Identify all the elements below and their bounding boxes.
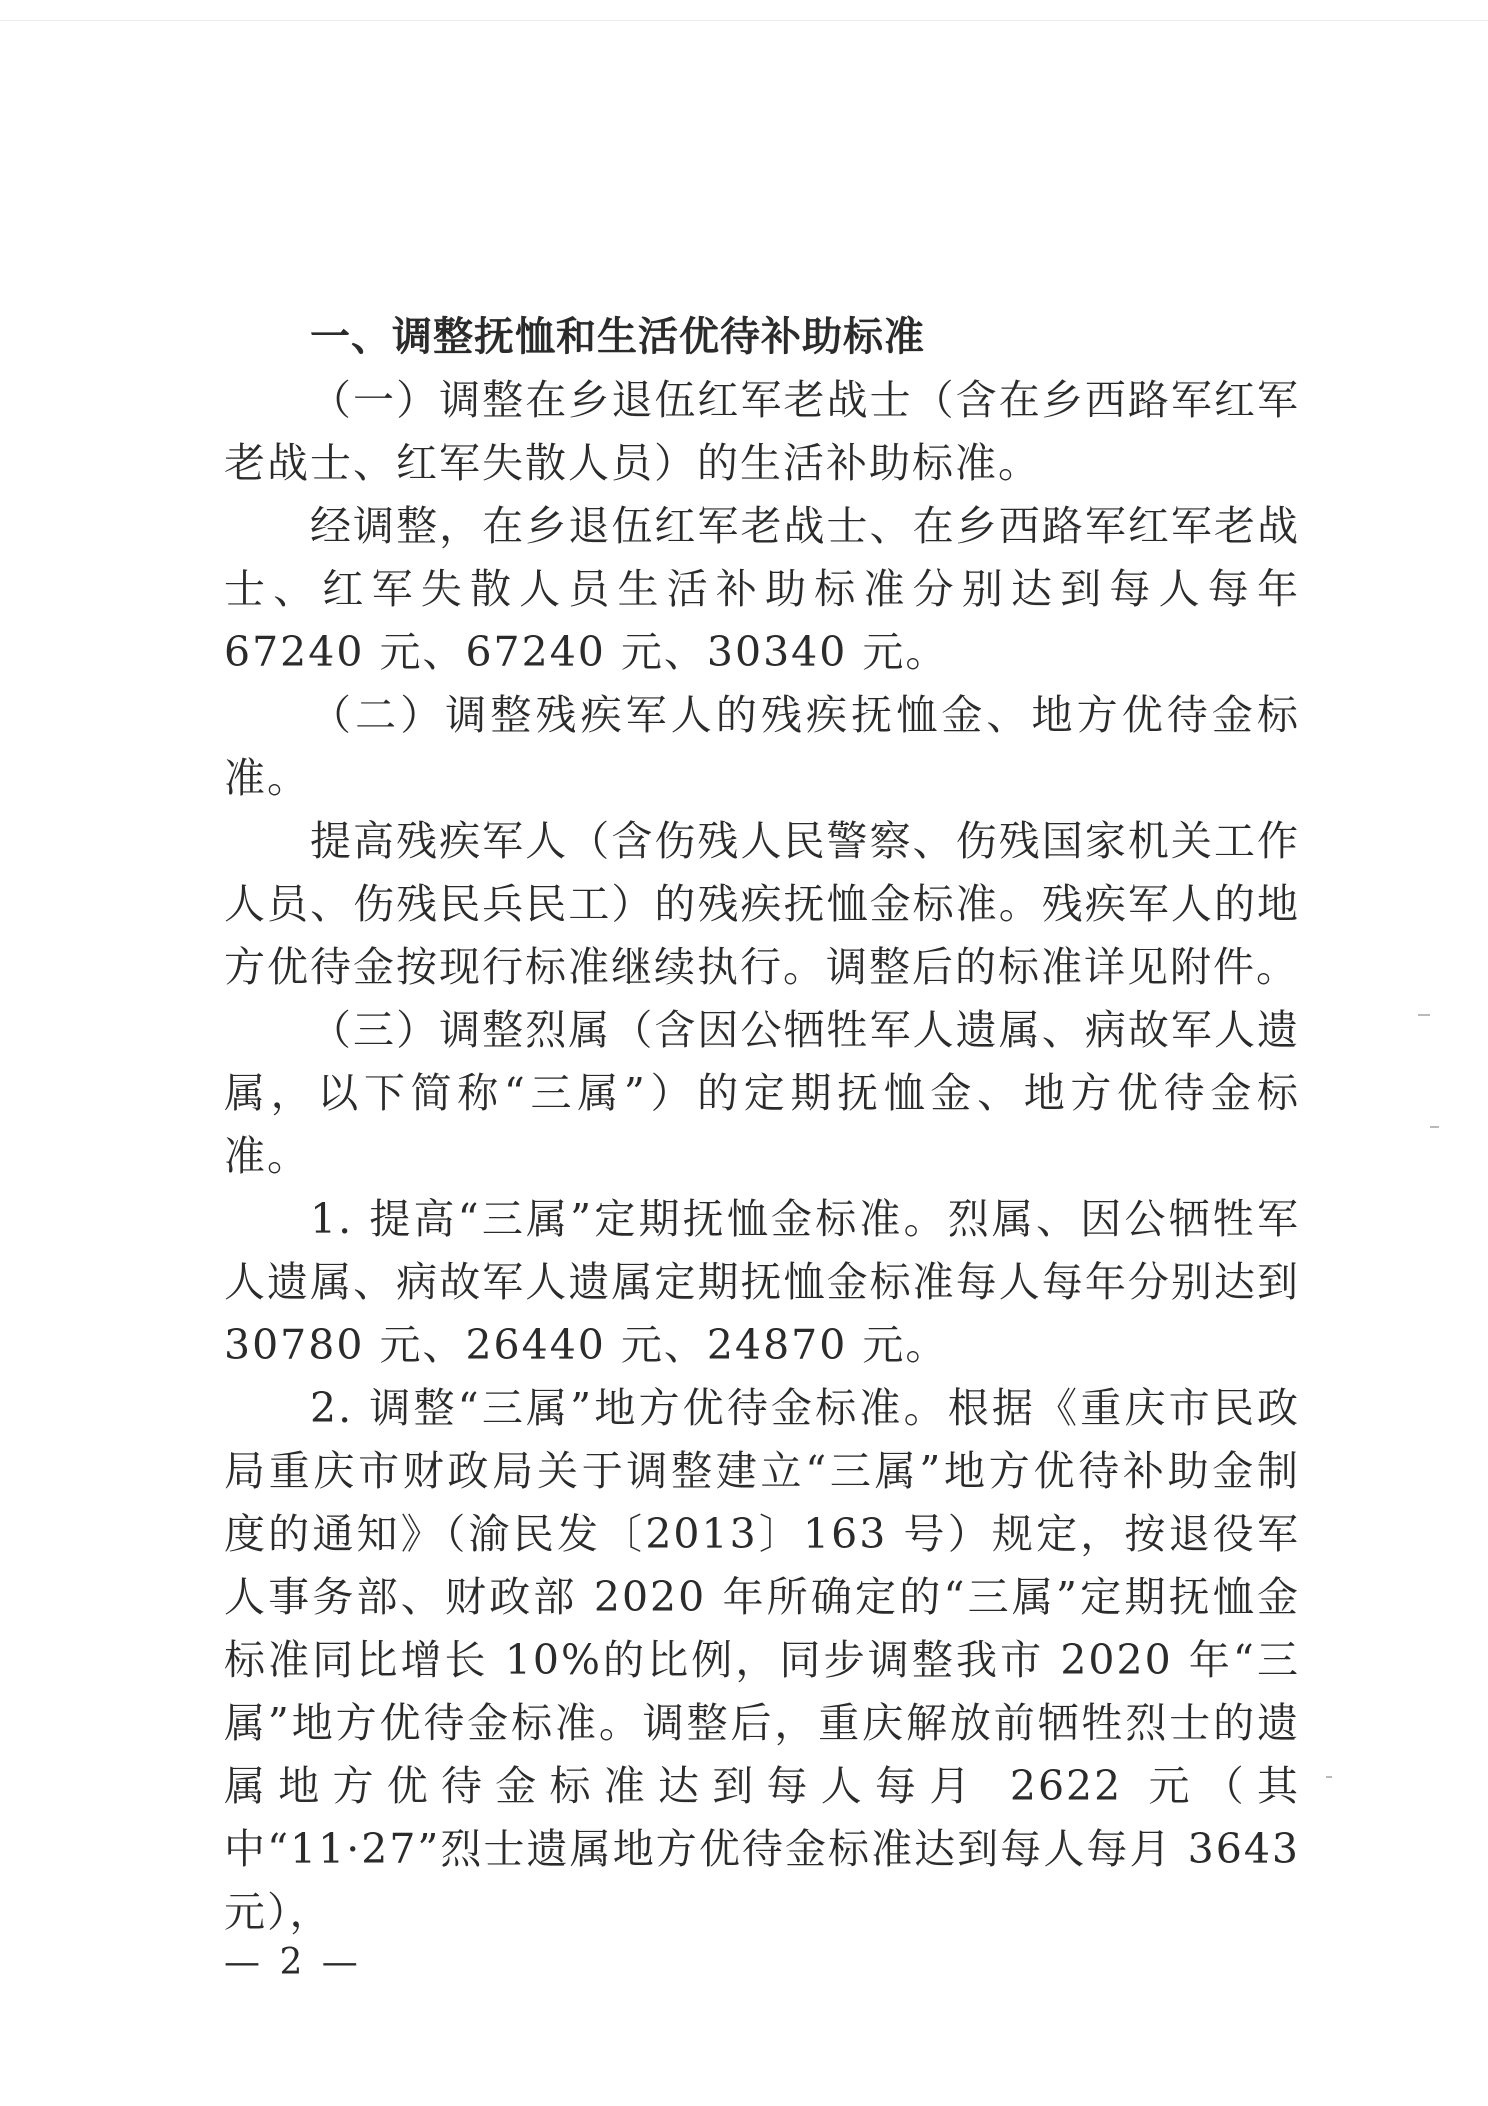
scan-top-edge — [0, 20, 1488, 21]
section-heading: 一、调整抚恤和生活优待补助标准 — [310, 314, 925, 360]
scan-speck — [1326, 1776, 1332, 1778]
paragraph-1: （一）调整在乡退伍红军老战士（含在乡西路军红军老战士、红军失散人员）的生活补助标准。 — [224, 376, 1300, 487]
paragraph-4: 提高残疾军人（含伤残人民警察、伤残国家机关工作人员、伤残民兵民工）的残疾抚恤金标准。残疾军人的地方优待金按现行标准继续执行。调整后的标准详见附件。 — [224, 817, 1300, 991]
page-number: — 2 — — [224, 1942, 362, 1983]
paragraph-5: （三）调整烈属（含因公牺牲军人遗属、病故军人遗属，以下简称“三属”）的定期抚恤金、地方优待金标准。 — [224, 1006, 1300, 1180]
scan-speck — [1430, 1126, 1439, 1128]
paragraph-3: （二）调整残疾军人的残疾抚恤金、地方优待金标准。 — [224, 691, 1300, 802]
paragraph-7: 2. 调整“三属”地方优待金标准。根据《重庆市民政局重庆市财政局关于调整建立“三属”地方优待补助金制度的通知》（渝民发〔2013〕163 号）规定，按退役军人事务部、财政部 2020 年所确定的“三属”定期抚恤金标准同比增长 10%的比例，同步调整我市 2020 年“三属”地方优待金标准。调整后，重庆解放前牺牲烈士的遗属地方优待金标准达到每人每月 2622 元（其中“11·27”烈士遗属地方优待金标准达到每人每月 3643 元）， — [224, 1384, 1300, 1936]
document-body — [224, 306, 1300, 1944]
paragraph-2: 经调整，在乡退伍红军老战士、在乡西路军红军老战士、红军失散人员生活补助标准分别达到每人每年 67240 元、67240 元、30340 元。 — [224, 502, 1300, 676]
scan-speck — [1418, 1014, 1430, 1016]
paragraph-6: 1. 提高“三属”定期抚恤金标准。烈属、因公牺牲军人遗属、病故军人遗属定期抚恤金标准每人每年分别达到 30780 元、26440 元、24870 元。 — [224, 1195, 1300, 1369]
